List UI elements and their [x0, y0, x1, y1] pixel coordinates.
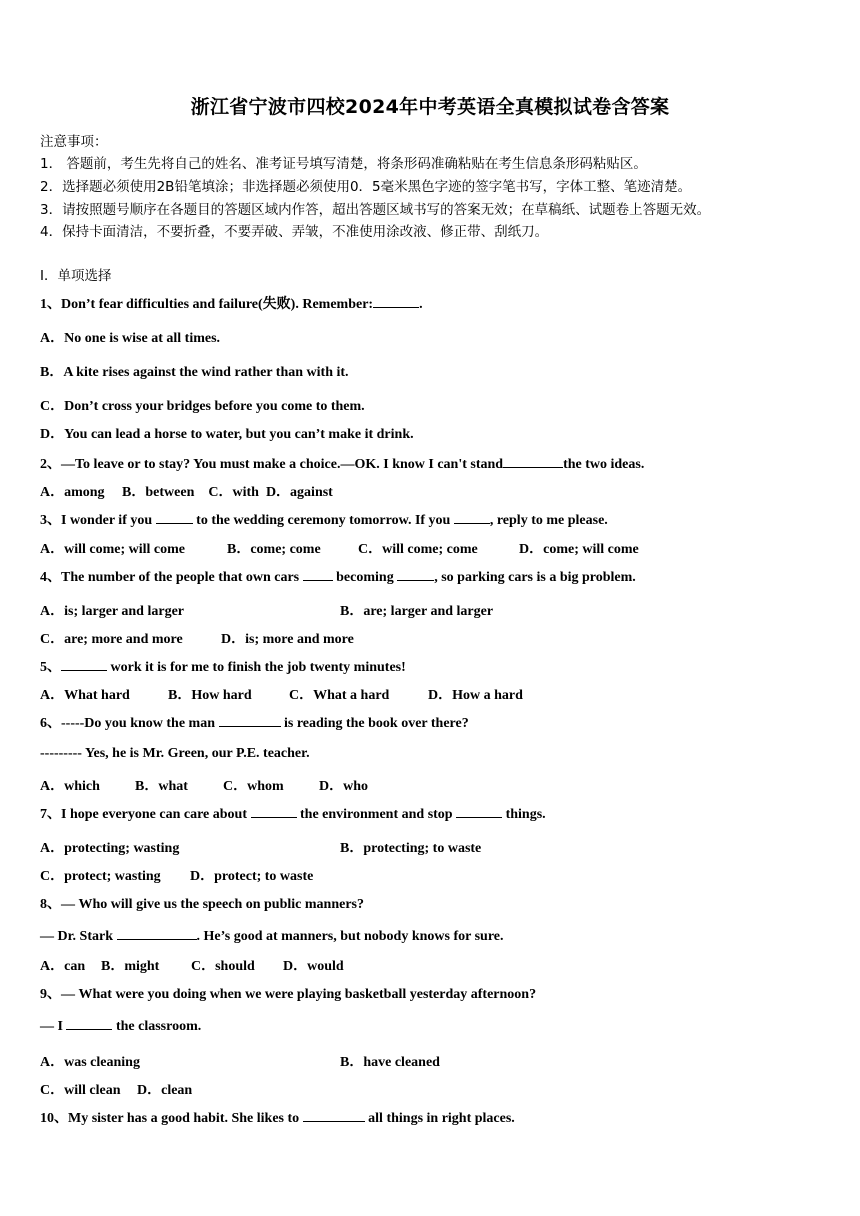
q1-option-d: D．You can lead a horse to water, but you can’t make it drink.: [40, 427, 414, 442]
note-item-2: 2．选择题必须使用2B铅笔填涂；非选择题必须使用0．5毫米黑色字迹的签字笔书写，字体工整、笔迹清楚。: [40, 179, 692, 195]
q9-option-c: C．will clean: [40, 1083, 121, 1098]
question-7-stem-mid: the environment and stop: [296, 807, 457, 822]
q1-option-b: B．A kite rises against the wind rather than with it.: [40, 365, 349, 380]
q9-answer-start: — I: [40, 1019, 67, 1034]
answer-blank: [66, 1017, 112, 1030]
question-10-stem: 10、My sister has a good habit. She likes to: [40, 1111, 303, 1126]
q1-option-a: A．No one is wise at all times.: [40, 331, 221, 346]
q7-option-a: A．protecting; wasting: [40, 841, 180, 856]
question-3-stem-end: , reply to me please.: [489, 513, 608, 528]
question-6: [40, 712, 469, 732]
note-item-3: 3．请按照题号顺序在各题目的答题区域内作答，超出答题区域书写的答案无效；在草稿纸、试题卷上答题无效。: [40, 202, 711, 218]
answer-blank: [454, 511, 490, 524]
question-4-stem-end: , so parking cars is a big problem.: [434, 570, 636, 585]
question-5: [40, 656, 406, 676]
q8-option-c: C．should: [191, 959, 255, 974]
answer-blank: [373, 295, 419, 308]
q8-option-d: D．would: [283, 959, 344, 974]
q2-options: A．among B．between C．with D．against: [40, 485, 333, 500]
q9-option-b: B．have cleaned: [340, 1055, 440, 1070]
q6-option-c: C．whom: [223, 779, 284, 794]
q6-answer-line: --------- Yes, he is Mr. Green, our P.E. teacher.: [40, 746, 310, 761]
question-7-stem-end: things.: [502, 807, 546, 822]
notes-heading: 注意事项：: [40, 134, 108, 150]
q5-option-c: C．What a hard: [289, 688, 390, 703]
q7-option-b: B．protecting; to waste: [340, 841, 482, 856]
question-7: [40, 803, 546, 823]
q3-option-c: C．will come; come: [358, 542, 478, 557]
question-4-stem-mid: becoming: [332, 570, 398, 585]
question-7-stem: 7、I hope everyone can care about: [40, 807, 251, 822]
q4-option-d: D．is; more and more: [221, 632, 354, 647]
question-5-stem: work it is for me to finish the job twenty minutes!: [107, 660, 406, 675]
q8-option-a: A．can: [40, 959, 86, 974]
q8-answer-start: — Dr. Stark: [40, 929, 117, 944]
answer-blank: [156, 511, 193, 524]
answer-blank: [219, 714, 281, 727]
exam-title: 浙江省宁波市四校2024年中考英语全真模拟试卷含答案: [190, 96, 670, 118]
question-3-stem-mid: to the wedding ceremony tomorrow. If you: [192, 513, 454, 528]
q4-option-c: C．are; more and more: [40, 632, 183, 647]
q9-option-a: A．was cleaning: [40, 1055, 140, 1070]
question-5-number: 5、: [40, 660, 61, 675]
q8-option-b: B．might: [101, 959, 160, 974]
question-10-stem-end: all things in right places.: [364, 1111, 515, 1126]
question-1-stem-end: .: [419, 297, 423, 312]
question-9: 9、— What were you doing when we were playing basketball yesterday afternoon?: [40, 987, 537, 1002]
q6-option-d: D．who: [319, 779, 369, 794]
q8-answer-end: . He’s good at manners, but nobody knows for sure.: [196, 929, 504, 944]
q5-option-b: B．How hard: [168, 688, 252, 703]
question-2-stem: 2、—To leave or to stay? You must make a choice.—OK. I know I can't stand: [40, 457, 504, 472]
note-item-4: 4．保持卡面清洁，不要折叠，不要弄破、弄皱，不准使用涂改液、修正带、刮纸刀。: [40, 224, 549, 240]
question-2-stem-end: the two ideas.: [563, 457, 645, 472]
question-1-stem: 1、Don’t fear difficulties and failure(失败). Remember:: [40, 297, 374, 312]
q9-option-d: D．clean: [137, 1083, 193, 1098]
q3-option-b: B．come; come: [227, 542, 321, 557]
q5-option-a: A．What hard: [40, 688, 130, 703]
question-6-stem-end: is reading the book over there?: [280, 716, 469, 731]
note-item-1: 1． 答题前，考生先将自己的姓名、准考证号填写清楚，将条形码准确粘贴在考生信息条形码粘贴区。: [40, 156, 647, 172]
q4-option-b: B．are; larger and larger: [340, 604, 494, 619]
answer-blank: [456, 805, 502, 818]
q3-option-a: A．will come; will come: [40, 542, 186, 557]
answer-blank: [303, 568, 333, 581]
question-4: [40, 566, 636, 586]
question-10: [40, 1107, 515, 1127]
q3-option-d: D．come; will come: [519, 542, 639, 557]
question-6-stem: 6、-----Do you know the man: [40, 716, 219, 731]
q5-option-d: D．How a hard: [428, 688, 523, 703]
question-8: 8、— Who will give us the speech on public manners?: [40, 897, 364, 912]
q8-answer-line: [40, 927, 504, 945]
q7-option-c: C．protect; wasting: [40, 869, 161, 884]
answer-blank: [397, 568, 434, 581]
q9-answer-end: the classroom.: [112, 1019, 202, 1034]
answer-blank: [117, 927, 197, 940]
section-heading: Ⅰ．单项选择: [40, 268, 112, 284]
q1-option-c: C．Don’t cross your bridges before you come to them.: [40, 399, 365, 414]
question-1: [40, 293, 423, 313]
q4-option-a: A．is; larger and larger: [40, 604, 184, 619]
answer-blank: [251, 805, 297, 818]
question-3: [40, 509, 608, 529]
question-3-stem: 3、I wonder if you: [40, 513, 156, 528]
q9-answer-line: [40, 1017, 201, 1035]
answer-blank: [61, 658, 107, 671]
question-4-stem: 4、The number of the people that own cars: [40, 570, 303, 585]
q6-option-a: A．which: [40, 779, 100, 794]
question-2: [40, 453, 644, 473]
q6-option-b: B．what: [135, 779, 188, 794]
answer-blank: [303, 1109, 365, 1122]
answer-blank: [503, 455, 563, 468]
q7-option-d: D．protect; to waste: [190, 869, 314, 884]
